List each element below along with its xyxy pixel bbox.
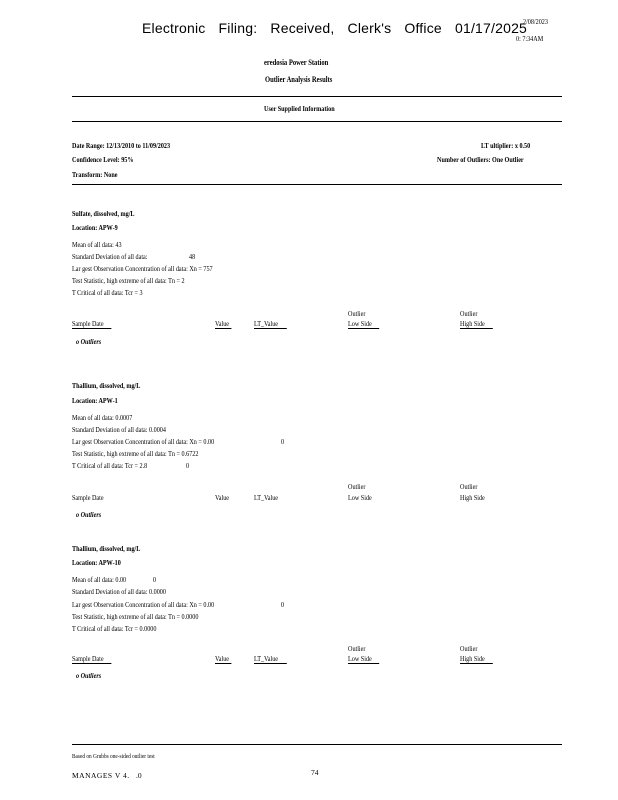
col-outlier-high-2: High Side <box>460 493 485 502</box>
page-number: 74 <box>311 768 319 777</box>
location: Location: APW-9 <box>72 223 118 232</box>
filing-stamp: Electronic Filing: Received, Clerk's Office 01/17/2025 <box>142 20 528 36</box>
t-critical: T Critical of all data: Tcr = 3 <box>72 288 143 297</box>
no-outliers: o Outliers <box>76 671 102 680</box>
transform: Transform: None <box>72 170 118 179</box>
col-sample-date: Sample Date <box>72 493 104 502</box>
t-critical-extra: 0 <box>186 461 190 470</box>
std-dev: Standard Deviation of all data: 0.0000 <box>72 587 166 596</box>
col-outlier-low-1: Outlier <box>348 644 366 653</box>
report-title: Outlier Analysis Results <box>265 75 333 84</box>
t-critical: T Critical of all data: Tcr = 2.8 <box>72 461 148 470</box>
test-statistic: Test Statistic, high extreme of all data: Tn = 0.6722 <box>72 449 199 458</box>
header-rule <box>72 96 562 97</box>
col-sample-date: Sample Date <box>72 319 111 329</box>
std-dev: Standard Deviation of all data: 0.0004 <box>72 425 166 434</box>
mean: Mean of all data: 0.00 <box>72 575 127 584</box>
largest-observation-extra: 0 <box>281 600 285 609</box>
confidence-level: Confidence Level: 95% <box>72 155 134 164</box>
lt-multiplier: LT ultiplier: x 0.50 <box>481 141 531 150</box>
std-dev-value: 48 <box>189 252 196 261</box>
col-value: Value <box>215 654 231 664</box>
location: Location: APW-1 <box>72 396 118 405</box>
col-value: Value <box>215 493 230 502</box>
software-name: MANAGES V 4. <box>72 771 130 780</box>
parameter-name: Thallium, dissolved, mg/L <box>72 544 141 553</box>
col-outlier-low-1: Outlier <box>348 482 366 491</box>
footer-rule <box>72 744 562 745</box>
col-outlier-low-2: Low Side <box>348 319 379 329</box>
test-statistic: Test Statistic, high extreme of all data: Tn = 0.0000 <box>72 612 199 621</box>
col-outlier-low-1: Outlier <box>348 309 366 318</box>
parameter-name: Sulfate, dissolved, mg/L <box>72 209 135 218</box>
col-outlier-low-2: Low Side <box>348 493 372 502</box>
software-version: .0 <box>136 771 142 780</box>
largest-observation: Lar gest Observation Concentration of all data: Xn = 0.00 <box>72 600 215 609</box>
mean: Mean of all data: 43 <box>72 240 122 249</box>
std-dev: Standard Deviation of all data: <box>72 252 148 261</box>
mean: Mean of all data: 0.0007 <box>72 413 133 422</box>
station-name: eredosia Power Station <box>264 58 329 67</box>
col-outlier-high-2: High Side <box>460 319 493 329</box>
date-range: Date Range: 12/13/2010 to 11/09/2023 <box>72 141 171 150</box>
col-outlier-low-2: Low Side <box>348 654 379 664</box>
largest-observation-extra: 0 <box>281 437 285 446</box>
test-statistic: Test Statistic, high extreme of all data: Tn = 2 <box>72 276 185 285</box>
parameter-name: Thallium, dissolved, mg/L <box>72 381 141 390</box>
t-critical: T Critical of all data: Tcr = 0.0000 <box>72 624 157 633</box>
report-time: 0: 7:34AM <box>516 34 544 43</box>
mean-extra: 0 <box>153 575 157 584</box>
largest-observation: Lar gest Observation Concentration of all data: Xn = 757 <box>72 264 213 273</box>
location: Location: APW-10 <box>72 558 121 567</box>
col-outlier-high-1: Outlier <box>460 644 478 653</box>
report-date: 2/08/2023 <box>523 17 548 26</box>
user-info-heading: User Supplied Information <box>264 104 335 113</box>
col-lt-value: LT_Value <box>254 654 287 664</box>
col-value: Value <box>215 319 231 329</box>
footer-note: Based on Grubbs one-sided outlier test <box>72 753 155 760</box>
no-outliers: o Outliers <box>76 337 102 346</box>
largest-observation: Lar gest Observation Concentration of all data: Xn = 0.00 <box>72 437 215 446</box>
no-outliers: o Outliers <box>76 510 102 519</box>
col-outlier-high-1: Outlier <box>460 309 478 318</box>
col-outlier-high-2: High Side <box>460 654 493 664</box>
col-lt-value: LT_Value <box>254 493 279 502</box>
number-of-outliers: Number of Outliers: One Outlier <box>437 155 524 164</box>
settings-rule <box>72 184 562 185</box>
col-sample-date: Sample Date <box>72 654 111 664</box>
col-lt-value: LT_Value <box>254 319 287 329</box>
col-outlier-high-1: Outlier <box>460 482 478 491</box>
user-info-rule <box>72 121 562 122</box>
